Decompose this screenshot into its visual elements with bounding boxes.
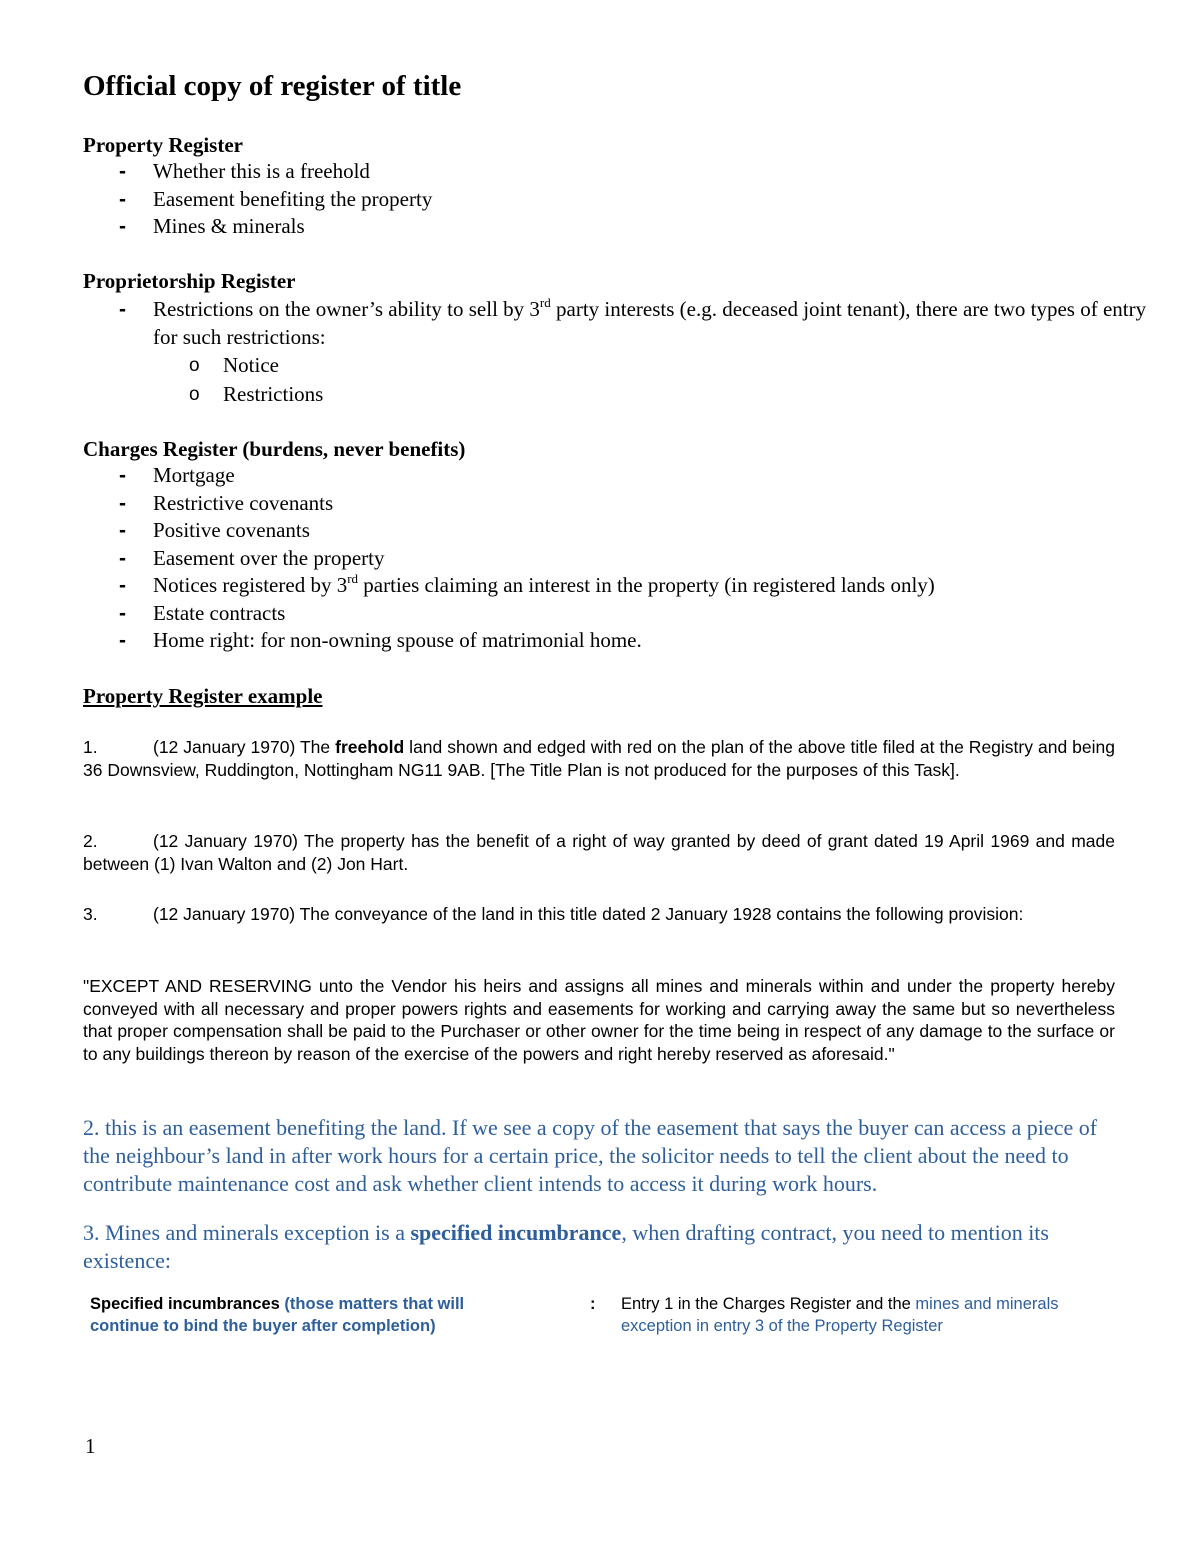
dash-bullet: - xyxy=(119,215,126,238)
list-item: - Home right: for non-owning spouse of matrimonial home. xyxy=(83,627,1173,655)
dash-bullet: - xyxy=(119,546,126,570)
dash-bullet: - xyxy=(119,491,126,515)
list-item: - Mines & minerals xyxy=(83,213,1173,241)
list-item: - Restrictions on the owner’s ability to sell by 3rd party interests (e.g. deceased joint tenant), there are two types of entry for such restrictions: o Notice o Restrictions xyxy=(83,296,1173,409)
dash-bullet: - xyxy=(119,464,126,487)
dash-bullet: - xyxy=(119,187,126,211)
list-item: o Restrictions xyxy=(153,380,1200,409)
dash-bullet: - xyxy=(119,629,126,652)
dash-bullet: - xyxy=(119,160,126,183)
register-entry-3: 3. (12 January 1970) The conveyance of the land in this title dated 2 January 1928 contains the following provision: xyxy=(83,904,1024,924)
list-item: - Notices registered by 3rd parties claiming an interest in the property (in registered lands only) xyxy=(83,572,1173,600)
dash-bullet: - xyxy=(119,298,126,321)
proprietorship-register-list xyxy=(83,296,1173,409)
dash-bullet: - xyxy=(119,601,126,625)
list-item: - Positive covenants xyxy=(83,517,1173,545)
list-item: - Restrictive covenants xyxy=(83,490,1173,518)
property-register-heading: Property Register xyxy=(83,133,243,157)
register-entry-1: 1. (12 January 1970) The freehold land shown and edged with red on the plan of the above title filed at the Registry and being 36 Downsview, Ruddington, Nottingham NG11 9AB. [The Title Plan is not produced for the purposes of this Task]. xyxy=(83,737,1115,780)
circle-bullet: o xyxy=(189,384,200,405)
page-number: 1 xyxy=(85,1434,96,1458)
specified-incumbrances-label: Specified incumbrances (those matters that will continue to bind the buyer after completion) xyxy=(90,1295,465,1335)
charges-register-list xyxy=(83,462,1173,655)
dash-bullet: - xyxy=(119,519,126,542)
example-heading: Property Register example xyxy=(83,684,323,708)
circle-bullet: o xyxy=(189,355,200,376)
separator-colon: : xyxy=(590,1295,596,1313)
specified-incumbrances-value: Entry 1 in the Charges Register and the mines and minerals exception in entry 3 of the Property Register xyxy=(621,1295,1059,1335)
charges-register-heading: Charges Register (burdens, never benefits) xyxy=(83,437,466,461)
list-item: - Mortgage xyxy=(83,462,1173,490)
note-easement: 2. this is an easement benefiting the land. If we see a copy of the easement that says the buyer can access a piece of the neighbour’s land in after work hours for a certain price, the solicitor needs to tell the client about the need to contribute maintenance cost and ask whether client intends to access it during work hours. xyxy=(83,1115,1098,1196)
page-title: Official copy of register of title xyxy=(83,70,462,102)
restriction-types-list xyxy=(153,351,1173,409)
list-item: o Notice xyxy=(153,351,1200,380)
register-entry-2: 2. (12 January 1970) The property has the benefit of a right of way granted by deed of grant dated 19 April 1969 and made between (1) Ivan Walton and (2) Jon Hart. xyxy=(83,831,1115,874)
list-item: - Easement over the property xyxy=(83,545,1173,573)
note-specified-incumbrance: 3. Mines and minerals exception is a specified incumbrance, when drafting contract, you need to mention its existence: xyxy=(83,1220,1049,1273)
list-item: - Easement benefiting the property xyxy=(83,186,1173,214)
list-item: - Whether this is a freehold xyxy=(83,158,1173,186)
property-register-list xyxy=(83,158,1173,241)
list-item: - Estate contracts xyxy=(83,600,1173,628)
dash-bullet: - xyxy=(119,574,126,597)
mines-minerals-quote: "EXCEPT AND RESERVING unto the Vendor his heirs and assigns all mines and minerals within and under the property hereby conveyed with all necessary and proper powers rights and easements for working and carrying away the same but so nevertheless that proper compensation shall be paid to the Purchaser or other owner for the time being in respect of any damage to the surface or to any buildings thereon by reason of the exercise of the powers and right hereby reserved as aforesaid." xyxy=(83,976,1115,1064)
proprietorship-register-heading: Proprietorship Register xyxy=(83,269,296,293)
